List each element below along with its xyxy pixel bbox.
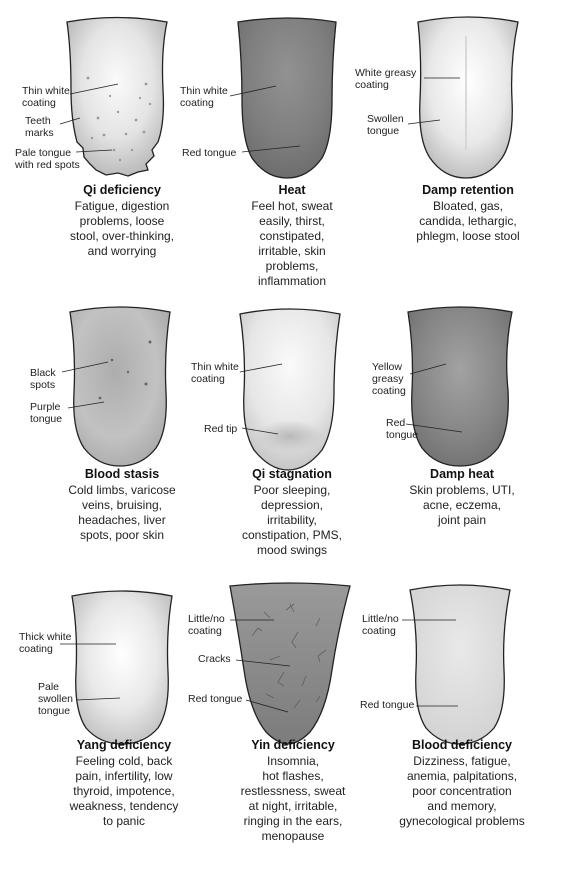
pattern-title: Heat — [278, 183, 306, 197]
pattern-description: Skin problems, UTI, acne, eczema, joint pain — [409, 483, 515, 527]
cell-qi-stagnation — [191, 309, 342, 557]
tongue-blood-stasis — [70, 307, 170, 466]
callout-yellow-greasy-coating: Yellow greasy coating — [372, 361, 406, 397]
cell-damp-heat — [372, 307, 515, 527]
cell-damp-retention — [355, 17, 520, 243]
tongue-yang-deficiency — [72, 591, 172, 744]
callout-thin-white-coating: Thin white coating — [191, 361, 239, 385]
callout-swollen-tongue: Swollen tongue — [367, 113, 404, 137]
pattern-title: Blood deficiency — [411, 738, 513, 752]
pattern-description: Feel hot, sweat easily, thirst, constipated, irritable, skin problems, inflammation — [251, 199, 333, 288]
pattern-title: Blood stasis — [84, 467, 160, 481]
callout-cracks: Cracks — [198, 653, 231, 665]
tongue-heat — [238, 18, 336, 178]
pattern-title: Qi stagnation — [252, 467, 332, 481]
pattern-description: Insomnia, hot flashes, restlessness, sweat at night, irritable, ringing in the ears, menopause — [240, 754, 346, 843]
pattern-title: Damp heat — [430, 467, 494, 481]
pattern-title: Qi deficiency — [83, 183, 161, 197]
pattern-description: Fatigue, digestion problems, loose stool, over-thinking, and worrying — [69, 199, 175, 258]
callout-little-no-coating: Little/no coating — [188, 613, 225, 637]
tongue-qi-deficiency — [67, 18, 167, 177]
callout-thin-white-coating: Thin white coating — [22, 85, 70, 109]
callout-white-greasy-coating: White greasy coating — [355, 67, 417, 91]
tongue-damp-heat — [408, 307, 512, 466]
pattern-description: Poor sleeping, depression, irritability, constipation, PMS, mood swings — [241, 483, 343, 557]
callout-red-tip: Red tip — [204, 423, 238, 435]
callout-teeth-marks: Teeth marks — [25, 115, 54, 139]
callout-thick-white-coating: Thick white coating — [19, 631, 72, 655]
cell-yang-deficiency — [19, 591, 178, 828]
cell-qi-deficiency — [14, 18, 174, 259]
cell-yin-deficiency — [188, 583, 350, 843]
callout-purple-tongue: Purple tongue — [30, 401, 63, 425]
cell-blood-deficiency — [360, 585, 525, 828]
callout-red-tongue: Red tongue — [182, 147, 237, 159]
pattern-description: Feeling cold, back pain, infertility, low thyroid, impotence, weakness, tendency to panic — [69, 754, 179, 828]
pattern-description: Dizziness, fatigue, anemia, palpitations, poor concentration and memory, gynecological problems — [399, 754, 525, 828]
callout-thin-white-coating: Thin white coating — [180, 85, 228, 109]
callout-red-tongue: Red tongue — [188, 693, 243, 705]
callout-red-tongue: Red tongue — [360, 699, 415, 711]
pattern-description: Bloated, gas, candida, lethargic, phlegm, loose stool — [416, 199, 520, 243]
pattern-title: Yang deficiency — [76, 738, 172, 752]
cell-blood-stasis — [30, 307, 176, 542]
pattern-title: Yin deficiency — [251, 738, 335, 752]
pattern-title: Damp retention — [422, 183, 514, 197]
callout-red-tongue: Red tongue — [386, 417, 419, 441]
pattern-description: Cold limbs, varicose veins, bruising, headaches, liver spots, poor skin — [68, 483, 176, 542]
red-tip — [256, 420, 324, 452]
callout-pale-tongue-red-spots: Pale tongue with red spots — [15, 147, 80, 171]
tongue-blood-deficiency — [410, 585, 510, 744]
callout-pale-swollen-tongue: Pale swollen tongue — [38, 681, 74, 717]
callout-little-no-coating: Little/no coating — [362, 613, 399, 637]
cell-heat — [180, 18, 336, 288]
tongue-damp-retention — [418, 17, 518, 178]
callout-black-spots: Black spots — [30, 367, 56, 391]
